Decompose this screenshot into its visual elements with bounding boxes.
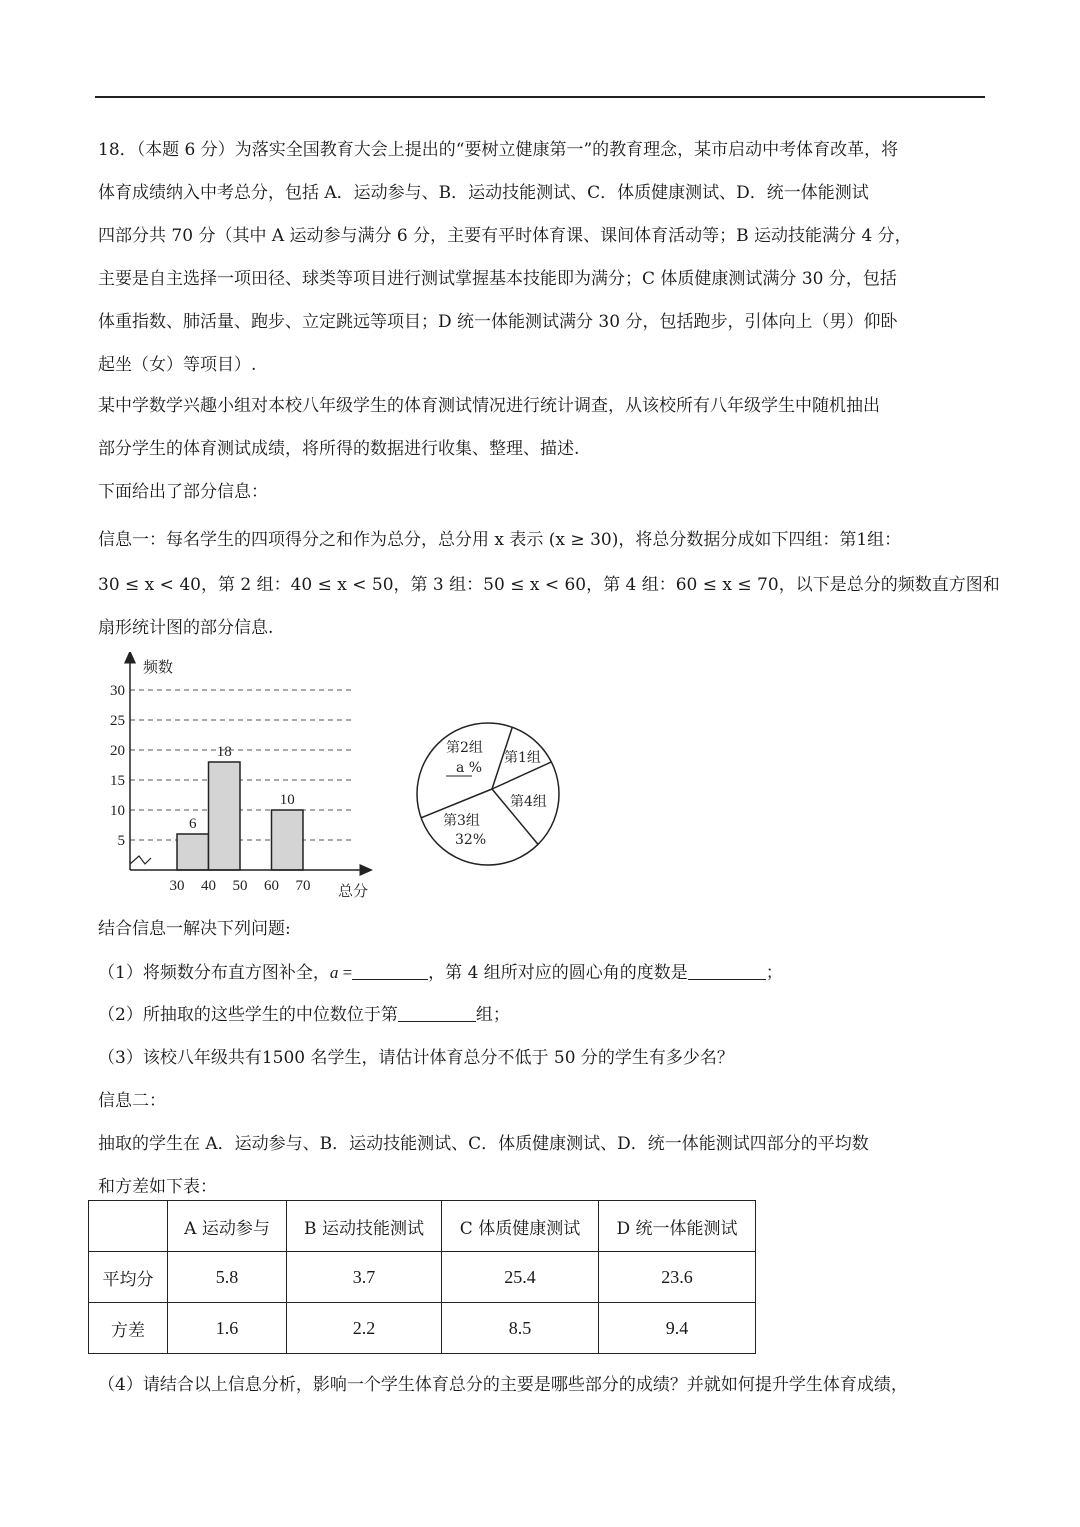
histogram-bar (272, 810, 304, 870)
pie-label-group2: 第2组 (446, 740, 483, 756)
x-tick-label: 70 (295, 878, 311, 894)
stats-table (88, 1200, 756, 1354)
axis-break-icon (130, 856, 151, 864)
y-tick-label: 30 (110, 683, 125, 699)
problem-line: 18．（本题 6 分）为落实全国教育大会上提出的“要树立健康第一”的教育理念，某市启动中考体育改革，将 (98, 140, 899, 160)
q1-end: ； (765, 963, 783, 983)
bar-value-label: 6 (189, 816, 197, 832)
q1-eq: = (338, 963, 353, 982)
question-1 (98, 951, 988, 994)
question-3: （3）该校八年级共有1500 名学生，请估计体育总分不低于 50 分的学生有多少名？ (98, 1048, 734, 1068)
row-label: 平均分 (89, 1252, 168, 1303)
q1-text-a: （1）将频数分布直方图补全， (98, 963, 330, 983)
y-axis-title: 频数 (143, 658, 174, 676)
question-4: （4）请结合以上信息分析，影响一个学生体育总分的主要是哪些部分的成绩？并就如何提升学生体育成绩， (98, 1375, 908, 1395)
pie-sub-group3: 32% (455, 832, 487, 848)
q1-var: a (329, 963, 339, 982)
questions-intro: 结合信息一解决下列问题: (98, 919, 291, 939)
table-row (89, 1303, 756, 1354)
x-tick-label: 30 (169, 878, 185, 894)
histogram-bar (209, 762, 241, 870)
question-4-block (98, 1364, 988, 1407)
problem-line: 体育成绩纳入中考总分，包括 A．运动参与、B．运动技能测试、C．体质健康测试、D．统一体能测试 (98, 183, 869, 203)
table-header-cell (89, 1201, 168, 1252)
frequency-histogram (95, 652, 385, 902)
problem-line: 主要是自主选择一项田径、球类等项目进行测试掌握基本技能即为满分；C 体质健康测试满分 30 分，包括 (98, 269, 897, 289)
survey-line: 部分学生的体育测试成绩，将所得的数据进行收集、整理、描述. (98, 439, 580, 459)
q2-text-b: 组； (475, 1005, 510, 1025)
info2-title: 信息二： (98, 1091, 166, 1111)
x-tick-label: 50 (232, 878, 248, 894)
pie-sub-group2: a % (456, 760, 483, 776)
table-header-cell: A 运动参与 (168, 1201, 287, 1252)
y-tick-label: 15 (110, 773, 125, 789)
bar-value-label: 18 (216, 744, 232, 760)
top-rule (95, 96, 985, 98)
problem-line: 起坐（女）等项目）. (98, 355, 257, 375)
info1-line: 扇形统计图的部分信息. (98, 618, 274, 638)
problem-statement (98, 129, 988, 387)
info2-line: 抽取的学生在 A．运动参与、B．运动技能测试、C．体质健康测试、D．统一体能测试四部分的平均数 (98, 1134, 869, 1154)
survey-line: 某中学数学兴趣小组对本校八年级学生的体育测试情况进行统计调查，从该校所有八年级学生中随机抽出 (98, 396, 880, 416)
bar-value-label: 10 (279, 792, 295, 808)
pie-label-group3: 第3组 (443, 813, 480, 829)
pie-divider (492, 762, 551, 789)
info2-line: 和方差如下表： (98, 1177, 217, 1197)
table-cell: 25.4 (442, 1252, 599, 1303)
table-cell: 9.4 (599, 1303, 756, 1354)
question-2 (98, 994, 988, 1037)
table-cell: 8.5 (442, 1303, 599, 1354)
info1-line: 30 ≤ x < 40，第 2 组：40 ≤ x < 50，第 3 组：50 ≤ x < 60，第 4 组：60 ≤ x ≤ 70，以下是总分的频数直方图和 (98, 575, 1000, 595)
histogram-bar (177, 834, 209, 870)
y-tick-label: 25 (110, 713, 125, 729)
y-tick-label: 5 (117, 833, 125, 849)
given-intro: 下面给出了部分信息： (98, 482, 268, 502)
table-header-row (89, 1201, 756, 1252)
row-label: 方差 (89, 1303, 168, 1354)
pie-label-group1: 第1组 (504, 750, 541, 766)
answer-blank-group[interactable] (398, 1001, 476, 1022)
info1-line: 信息一：每名学生的四项得分之和作为总分，总分用 x 表示 (x ≥ 30)，将总分数据分成如下四组：第1组： (98, 530, 902, 550)
table-cell: 23.6 (599, 1252, 756, 1303)
x-tick-label: 60 (264, 878, 279, 894)
y-tick-label: 20 (110, 743, 125, 759)
q2-text-a: （2）所抽取的这些学生的中位数位于第 (98, 1005, 398, 1025)
answer-blank-angle[interactable] (688, 959, 766, 980)
table-header-cell: B 运动技能测试 (287, 1201, 442, 1252)
questions (98, 908, 988, 1209)
x-tick-label: 40 (201, 878, 216, 894)
y-tick-label: 10 (110, 803, 125, 819)
problem-line: 四部分共 70 分（其中 A 运动参与满分 6 分，主要有平时体育课、课间体育活动等；B 运动技能满分 4 分， (98, 226, 912, 246)
table-cell: 5.8 (168, 1252, 287, 1303)
x-axis-title: 总分 (338, 882, 369, 900)
answer-blank-a[interactable] (352, 959, 428, 980)
problem-line: 体重指数、肺活量、跑步、立定跳远等项目；D 统一体能测试满分 30 分，包括跑步，引体向上（男）仰卧 (98, 312, 898, 332)
table-cell: 2.2 (287, 1303, 442, 1354)
table-row (89, 1252, 756, 1303)
info-one (98, 519, 1000, 650)
table-header-cell: D 统一体能测试 (599, 1201, 756, 1252)
table-header-cell: C 体质健康测试 (442, 1201, 599, 1252)
pie-chart (410, 716, 570, 876)
q1-text-b: ，第 4 组所对应的圆心角的度数是 (428, 963, 688, 983)
table-cell: 3.7 (287, 1252, 442, 1303)
table-cell: 1.6 (168, 1303, 287, 1354)
pie-label-group4: 第4组 (510, 794, 547, 810)
survey-description (98, 385, 988, 514)
